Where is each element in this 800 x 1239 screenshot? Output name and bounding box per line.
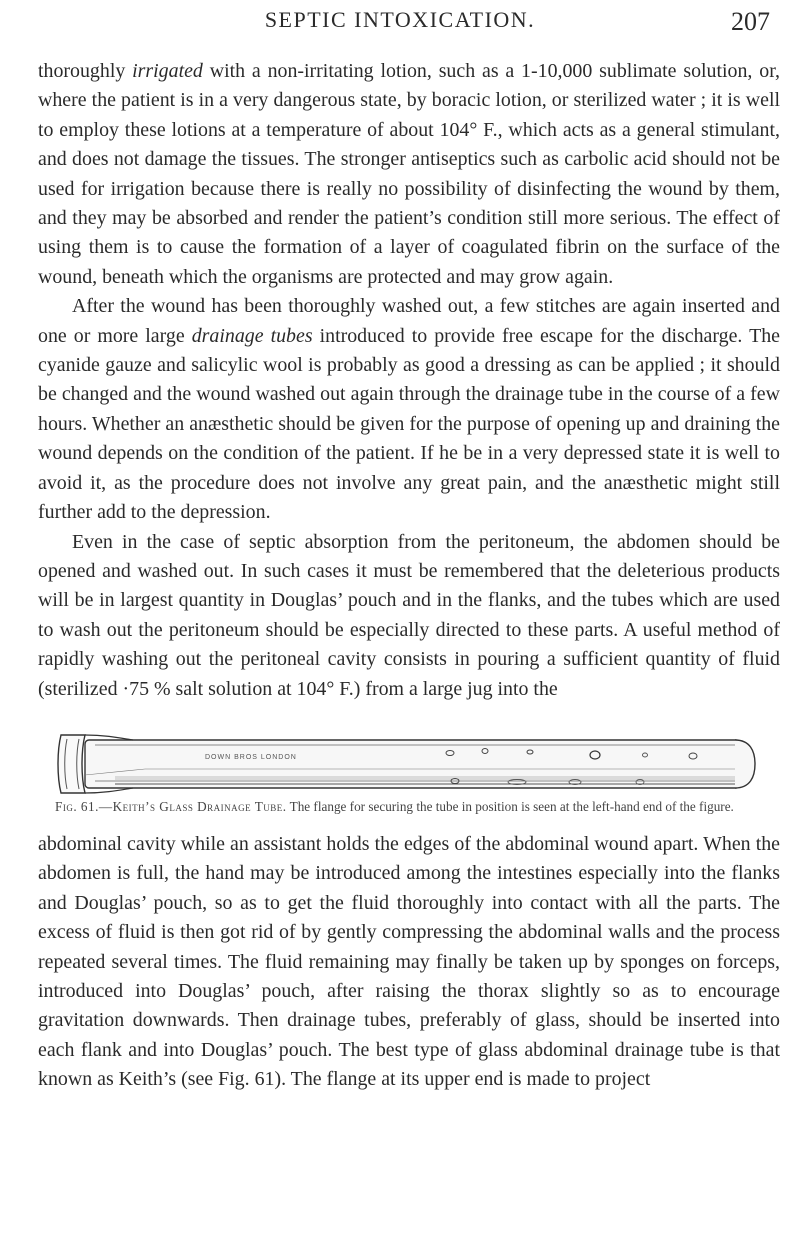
page-number: 207: [731, 7, 770, 36]
running-title: SEPTIC INTOXICATION.: [264, 7, 536, 32]
emphasis-drainage-tubes: drainage tubes: [191, 324, 313, 347]
figure-caption-text: The flange for securing the tube in position is seen at the left-hand end of the figure.: [286, 799, 734, 814]
body-text-bottom: [38, 830, 780, 1095]
figure-caption: [55, 799, 775, 815]
paragraph-drainage: After the wound has been thoroughly washed out, a few stitches are again inserted and one or more large drainage tubes introduced to provide free escape for the discharge. The cyanide gauze and salicylic wool is probably as good a dressing as can be applied ; it should be changed and the wound washed out again through the drainage tube in the course of a few hours. Whether an anæsthetic should be given for the purpose of opening up and draining the wound depends on the condition of the patient. If he be in a very depressed state it is well to avoid it, as the procedure does not involve any great pain, and the anæsthetic might still further add to the depression.: [38, 295, 781, 524]
figure-drainage-tube: [55, 731, 775, 797]
emphasis-irrigated: irrigated: [132, 60, 203, 82]
paragraph-irrigation: thoroughly irrigated with a non-irritating lotion, such as a 1-10,000 sublimate solution, or, where the patient is in a very dangerous state, by boracic lotion, or sterilized water ; it is well to employ these lotions at a temperature of about 104° F., which acts as a general stimulant, and does not damage the tissues. The stronger antiseptics such as carbolic acid should not be used for irrigation because there is really no possibility of disinfecting the wound by them, and they may be absorbed and render the patient’s condition still more serious. The effect of using them is to cause the formation of a layer of coagulated fibrin on the surface of the wound, beneath which the organisms are protected and may grow again.: [38, 60, 780, 288]
paragraph-peritoneum: Even in the case of septic absorption from the peritoneum, the abdomen should be opened and washed out. In such cases it must be remembered that the deleterious products will be in largest quantity in Douglas’ pouch and in the flanks, and the tubes which are used to wash out the peritoneum should be especially directed to these parts. A useful method of rapidly washing out the peritoneal cavity consists in pouring a sufficient quantity of fluid (sterilized ·75 % salt solution at 104° F.) from a large jug into the: [38, 530, 780, 700]
figure-label: Fig. 61.—Keith’s Glass Drainage Tube.: [55, 799, 287, 814]
maker-mark: DOWN BROS LONDON: [205, 754, 297, 761]
body-text-top: [38, 57, 780, 704]
drainage-tube-illustration: [55, 731, 775, 797]
paragraph-abdominal-cavity: abdominal cavity while an assistant holds the edges of the abdominal wound apart. When the abdomen is full, the hand may be introduced among the intestines especially into the flanks and Douglas’ pouch, so as to get the fluid thoroughly into contact with all the parts. The excess of fluid is then got rid of by gently compressing the abdominal walls and the process repeated several times. The fluid remaining may finally be taken up by sponges on forceps, introduced into Douglas’ pouch, after raising the thorax slightly so as to encourage gravitation downwards. Then drainage tubes, preferably of glass, should be inserted into each flank and into Douglas’ pouch. The best type of glass abdominal drainage tube is that known as Keith’s (see Fig. 61). The flange at its upper end is made to project: [38, 833, 780, 1091]
running-head: [0, 5, 800, 37]
